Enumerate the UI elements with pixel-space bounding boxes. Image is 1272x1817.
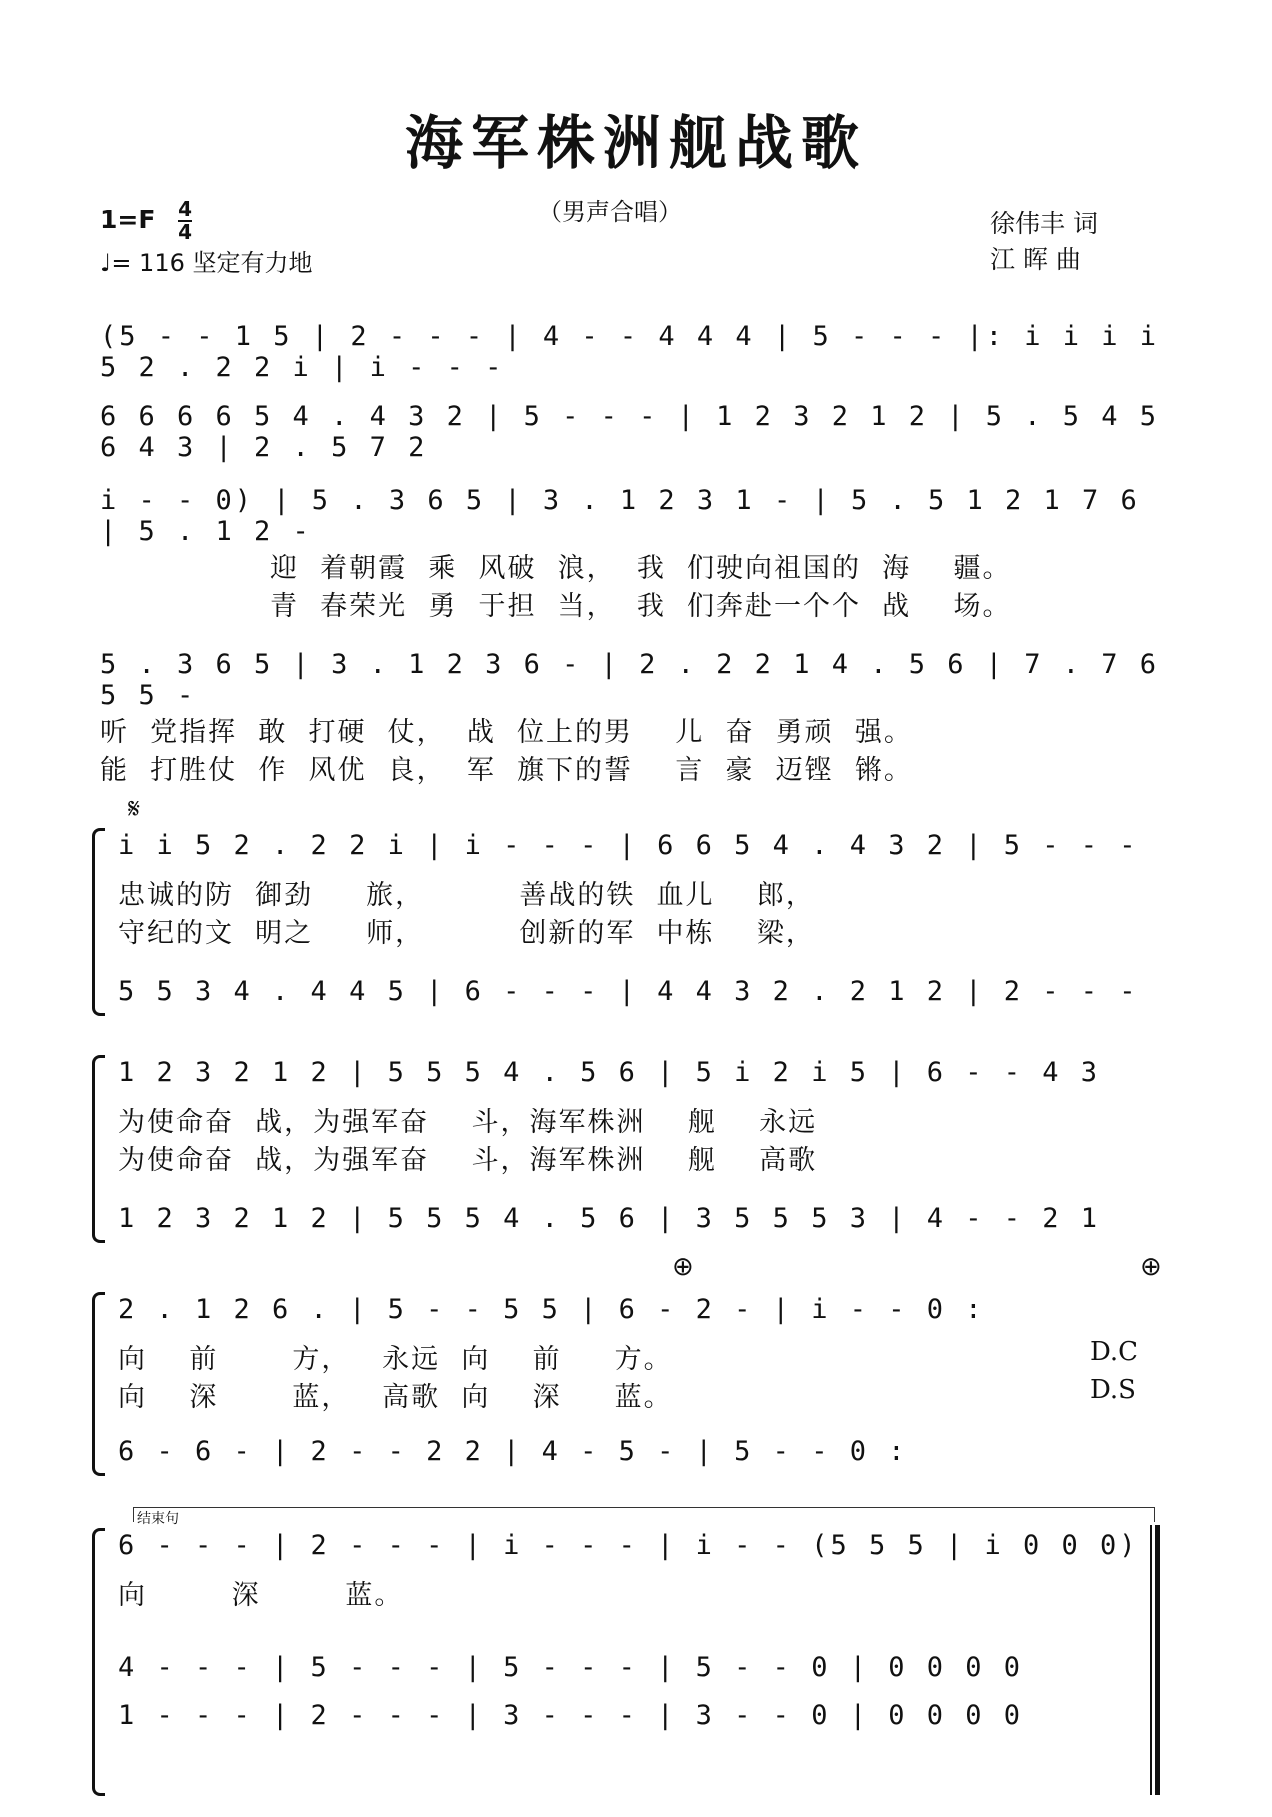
score-line-6 <box>118 1052 1158 1242</box>
segno-sign: 𝄋 <box>128 792 141 825</box>
score-line-3 <box>100 485 1160 622</box>
time-signature <box>178 199 192 243</box>
lower-part-notes: 6 - 6 - | 2 - - 2 2 | 4 - 5 - | 5 - - 0 : <box>118 1435 908 1467</box>
final-barline <box>1150 1525 1152 1795</box>
system-bracket <box>92 1055 105 1243</box>
ds-marking: D.S <box>1090 1375 1136 1405</box>
lyrics-verse-2: 能 打胜仗 作 风优 良， 军 旗下的誓 言 豪 迈铿 锵。 <box>100 755 913 786</box>
lyrics-verse-1: 忠诚的防 御劲 旅， 善战的铁 血儿 郎， <box>118 880 815 911</box>
coda-sign: ⊕ <box>672 1252 694 1282</box>
system-bracket <box>92 1528 105 1796</box>
coda-sign: ⊕ <box>1140 1252 1162 1282</box>
subtitle: （男声合唱） <box>538 198 682 226</box>
lyrics-verse-1: 听 党指挥 敢 打硬 仗， 战 位上的男 儿 奋 勇顽 强。 <box>100 717 913 748</box>
score-line-1 <box>100 321 1160 383</box>
time-sig-top: 4 <box>178 197 193 221</box>
score-line-8 <box>118 1525 1158 1795</box>
notes-line: 5 . 3 6 5 | 3 . 1 2 3 6 - | 2 . 2 2 1 4 . 5 6 | 7 . 7 6 5 5 - <box>100 649 1160 711</box>
notes-line: i - - 0) | 5 . 3 6 5 | 3 . 1 2 3 1 - | 5 . 5 1 2 1 7 6 | 5 . 1 2 - <box>100 485 1140 547</box>
key-label: 1=F <box>100 205 156 234</box>
tempo-marking: ♩= 116 坚定有力地 <box>100 249 313 277</box>
ending-bracket <box>133 1507 1155 1522</box>
system-bracket <box>92 1292 105 1476</box>
final-barline-thick <box>1155 1525 1160 1795</box>
time-sig-bottom: 4 <box>178 220 193 244</box>
score-line-2 <box>100 401 1160 463</box>
upper-part-notes: 2 . 1 2 6 . | 5 - - 5 5 | 6 - 2 - | i - - 0 : <box>118 1293 985 1325</box>
notes-line: (5 - - 1 5 | 2 - - - | 4 - - 4 4 4 | 5 - - - |: i i i i 5 2 . 2 2 i | i - - - <box>100 321 1160 383</box>
score-line-4 <box>100 649 1160 786</box>
composer-credit: 江 晖 曲 <box>990 245 1081 274</box>
lyrics-verse-1: 迎 着朝霞 乘 风破 浪， 我 们驶向祖国的 海 疆。 <box>270 553 1012 584</box>
score-line-5 <box>118 825 1158 1015</box>
lyrics-verse-2: 向 深 蓝， 高歌 向 深 蓝。 <box>118 1382 673 1413</box>
lyrics-verse-2: 青 春荣光 勇 于担 当， 我 们奔赴一个个 战 场。 <box>270 591 1012 622</box>
system-bracket <box>92 828 105 1016</box>
lyrics-verse-2: 守纪的文 明之 师， 创新的军 中栋 梁， <box>118 918 815 949</box>
lower-part-notes: 1 2 3 2 1 2 | 5 5 5 4 . 5 6 | 3 5 5 5 3 | 4 - - 2 1 <box>118 1202 1101 1234</box>
dc-marking: D.C <box>1090 1337 1139 1367</box>
page-title: 海军株洲舰战歌 <box>404 109 867 177</box>
lyrics-verse-1: 向 前 方， 永远 向 前 方。 <box>118 1344 673 1375</box>
lower-part-notes: 4 - - - | 5 - - - | 5 - - - | 5 - - 0 | 0 0 0 0 <box>118 1651 1024 1683</box>
bass-part-notes: 1 - - - | 2 - - - | 3 - - - | 3 - - 0 | 0 0 0 0 <box>118 1699 1024 1731</box>
lyricist-credit: 徐伟丰 词 <box>990 209 1098 238</box>
lyrics-verse-1: 向 深 蓝。 <box>118 1580 404 1611</box>
upper-part-notes: 1 2 3 2 1 2 | 5 5 5 4 . 5 6 | 5 i 2 i 5 | 6 - - 4 3 <box>118 1056 1101 1088</box>
score-line-7 <box>118 1289 1158 1479</box>
lyrics-verse-1: 为使命奋 战，为强军奋 斗，海军株洲 舰 永远 <box>118 1107 818 1138</box>
key-signature <box>100 199 192 243</box>
lower-part-notes: 5 5 3 4 . 4 4 5 | 6 - - - | 4 4 3 2 . 2 1 2 | 2 - - - <box>118 975 1139 1007</box>
ending-label: 结束句 <box>137 1511 179 1527</box>
upper-part-notes: 6 - - - | 2 - - - | i - - - | i - - (5 5 5 | i 0 0 0) <box>118 1529 1139 1561</box>
lyrics-verse-2: 为使命奋 战，为强军奋 斗，海军株洲 舰 高歌 <box>118 1145 818 1176</box>
upper-part-notes: i i 5 2 . 2 2 i | i - - - | 6 6 5 4 . 4 3 2 | 5 - - - <box>118 829 1139 861</box>
notes-line: 6 6 6 6 5 4 . 4 3 2 | 5 - - - | 1 2 3 2 1 2 | 5 . 5 4 5 6 4 3 | 2 . 5 7 2 <box>100 401 1160 463</box>
